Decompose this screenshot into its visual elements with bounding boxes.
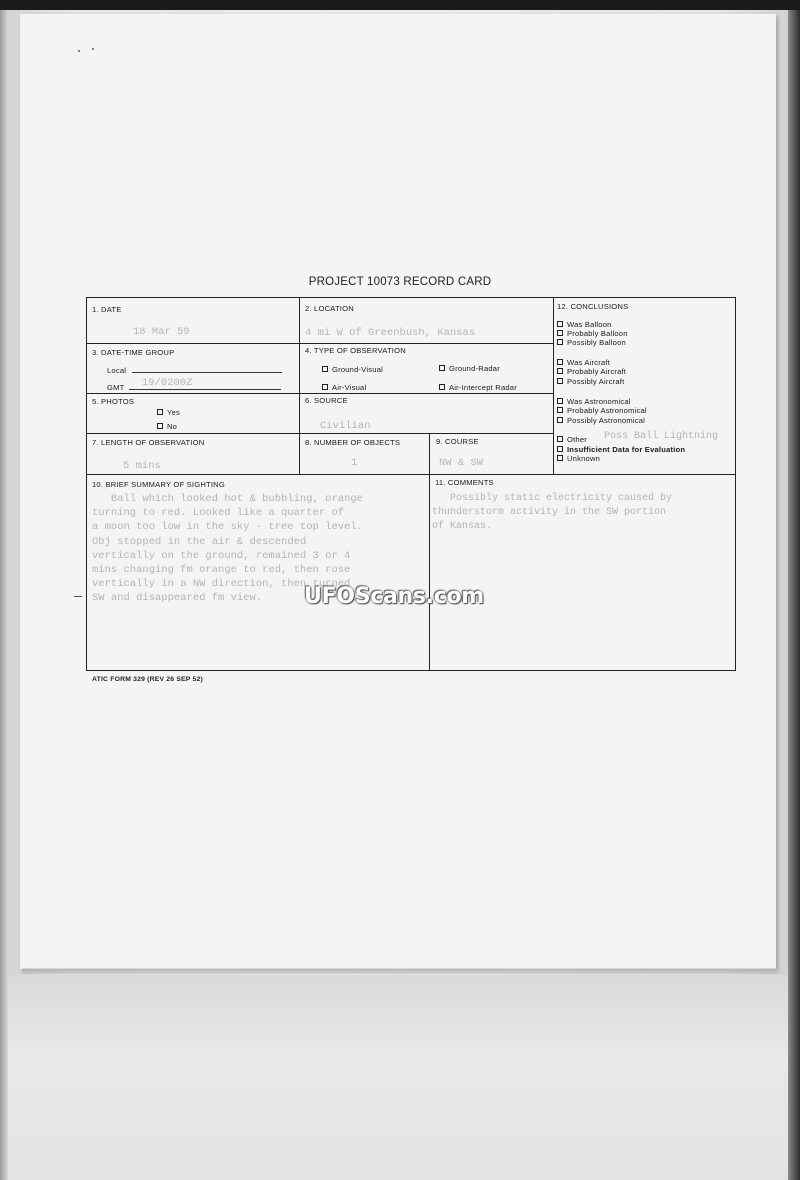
conclusion-option: Unknown [567,454,601,463]
conclusion-possibly-balloon [557,338,626,347]
grid-line [299,298,300,474]
conclusion-other-value: Poss Ball Lightning [604,431,719,442]
conclusion-possibly-astronomical [557,416,645,425]
conclusion-option: Was Balloon [567,320,612,329]
record-card [86,297,736,671]
conclusion-option: Probably Aircraft [567,367,627,376]
gmt-value: 19/0200Z [142,377,193,389]
summary-text: Ball which looked hot & bubbling, orange turning to red. Looked like a quarter of a moon too low in the sky - tree top level. Obj stopped in the air & descended vertically on the ground, remained 3 or 4 mins changing fm orange to red, then rose vertically in a NW direction, then turned SW and disappeared fm view. [92,493,363,605]
grid-line [87,393,553,394]
checkbox-icon [557,378,563,384]
checkbox-icon [322,366,328,372]
right-scan-edge [788,0,800,1180]
gmt-label: GMT [107,383,125,392]
option-ground-visual [322,365,383,374]
option-air-intercept-radar [439,383,517,392]
conclusion-option: Was Aircraft [567,358,611,367]
watermark: UFOScans.com [304,584,484,609]
checkbox-icon [157,423,163,429]
grid-line [429,433,430,670]
location-label: 2. LOCATION [305,304,354,313]
conclusion-option: Was Astronomical [567,397,631,406]
date-label: 1. DATE [92,305,122,314]
location-value: 4 mi W of Greenbush, Kansas [305,327,476,339]
checkbox-icon [557,417,563,423]
conclusion-probably-astronomical [557,406,647,415]
checkbox-icon [557,446,563,452]
left-scan-edge [0,0,8,1180]
checkbox-icon [557,359,563,365]
source-label: 6. SOURCE [305,396,348,405]
option-label: Air-Visual [332,383,367,392]
conclusion-option: Probably Astronomical [567,406,647,415]
source-value: Civilian [320,420,371,432]
grid-line [553,298,554,474]
date-value: 18 Mar 59 [133,326,190,338]
local-underline [132,372,282,373]
length-of-observation-value: 5 mins [123,460,161,472]
option-air-visual [322,383,366,392]
conclusion-other [557,435,587,444]
photos-no [157,422,177,431]
conclusion-was-astronomical [557,397,631,406]
option-label: Ground-Radar [449,364,500,373]
conclusion-possibly-aircraft [557,377,624,386]
conclusion-probably-balloon [557,329,628,338]
type-of-observation-label: 4. TYPE OF OBSERVATION [305,346,406,355]
top-scan-edge [0,0,800,10]
conclusion-option: Probably Balloon [567,329,628,338]
form-number: ATIC FORM 329 (REV 26 SEP 52) [92,676,203,683]
checkbox-icon [439,384,445,390]
comments-text: Possibly static electricity caused by thunderstorm activity in the SW portion of Kansas. [432,493,673,533]
course-value: NW & SW [439,457,484,469]
checkbox-icon [557,368,563,374]
checkbox-icon [557,330,563,336]
grid-line [87,474,735,475]
conclusion-insufficient-data [557,445,685,454]
option-ground-radar [439,364,500,373]
conclusion-probably-aircraft [557,367,626,376]
lower-scan-area [0,975,790,1180]
checkbox-icon [157,409,163,415]
number-of-objects-value: 1 [351,457,358,469]
grid-line [87,343,553,344]
checkbox-icon [557,398,563,404]
conclusion-was-balloon [557,320,612,329]
speck [92,48,94,50]
page-shadow [22,968,778,974]
conclusion-option: Other [567,435,587,444]
conclusion-option: Possibly Balloon [567,338,626,347]
comments-label: 11. COMMENTS [435,478,494,487]
checkbox-icon [322,384,328,390]
option-label: Ground-Visual [332,365,384,374]
conclusion-was-aircraft [557,358,610,367]
checkbox-icon [557,436,563,442]
margin-mark [74,596,82,597]
option-label: No [167,422,178,431]
conclusions-label: 12. CONCLUSIONS [557,302,629,311]
length-of-observation-label: 7. LENGTH OF OBSERVATION [92,438,205,447]
option-label: Yes [167,408,180,417]
summary-label: 10. BRIEF SUMMARY OF SIGHTING [92,480,225,489]
checkbox-icon [557,321,563,327]
checkbox-icon [557,339,563,345]
checkbox-icon [439,365,445,371]
conclusion-option: Possibly Aircraft [567,377,625,386]
local-label: Local [107,366,127,375]
date-time-group-label: 3. DATE-TIME GROUP [92,348,175,357]
photos-label: 5. PHOTOS [92,397,135,406]
conclusion-option: Insufficient Data for Evaluation [567,445,686,454]
checkbox-icon [557,407,563,413]
speck [78,50,80,52]
gmt-underline [129,389,281,390]
card-title: PROJECT 10073 RECORD CARD [308,276,492,288]
checkbox-icon [557,455,563,461]
conclusion-option: Possibly Astronomical [567,416,646,425]
conclusion-unknown [557,454,600,463]
photos-yes [157,408,180,417]
number-of-objects-label: 8. NUMBER OF OBJECTS [305,438,401,447]
course-label: 9. COURSE [436,437,479,446]
option-label: Air-Intercept Radar [449,383,517,392]
